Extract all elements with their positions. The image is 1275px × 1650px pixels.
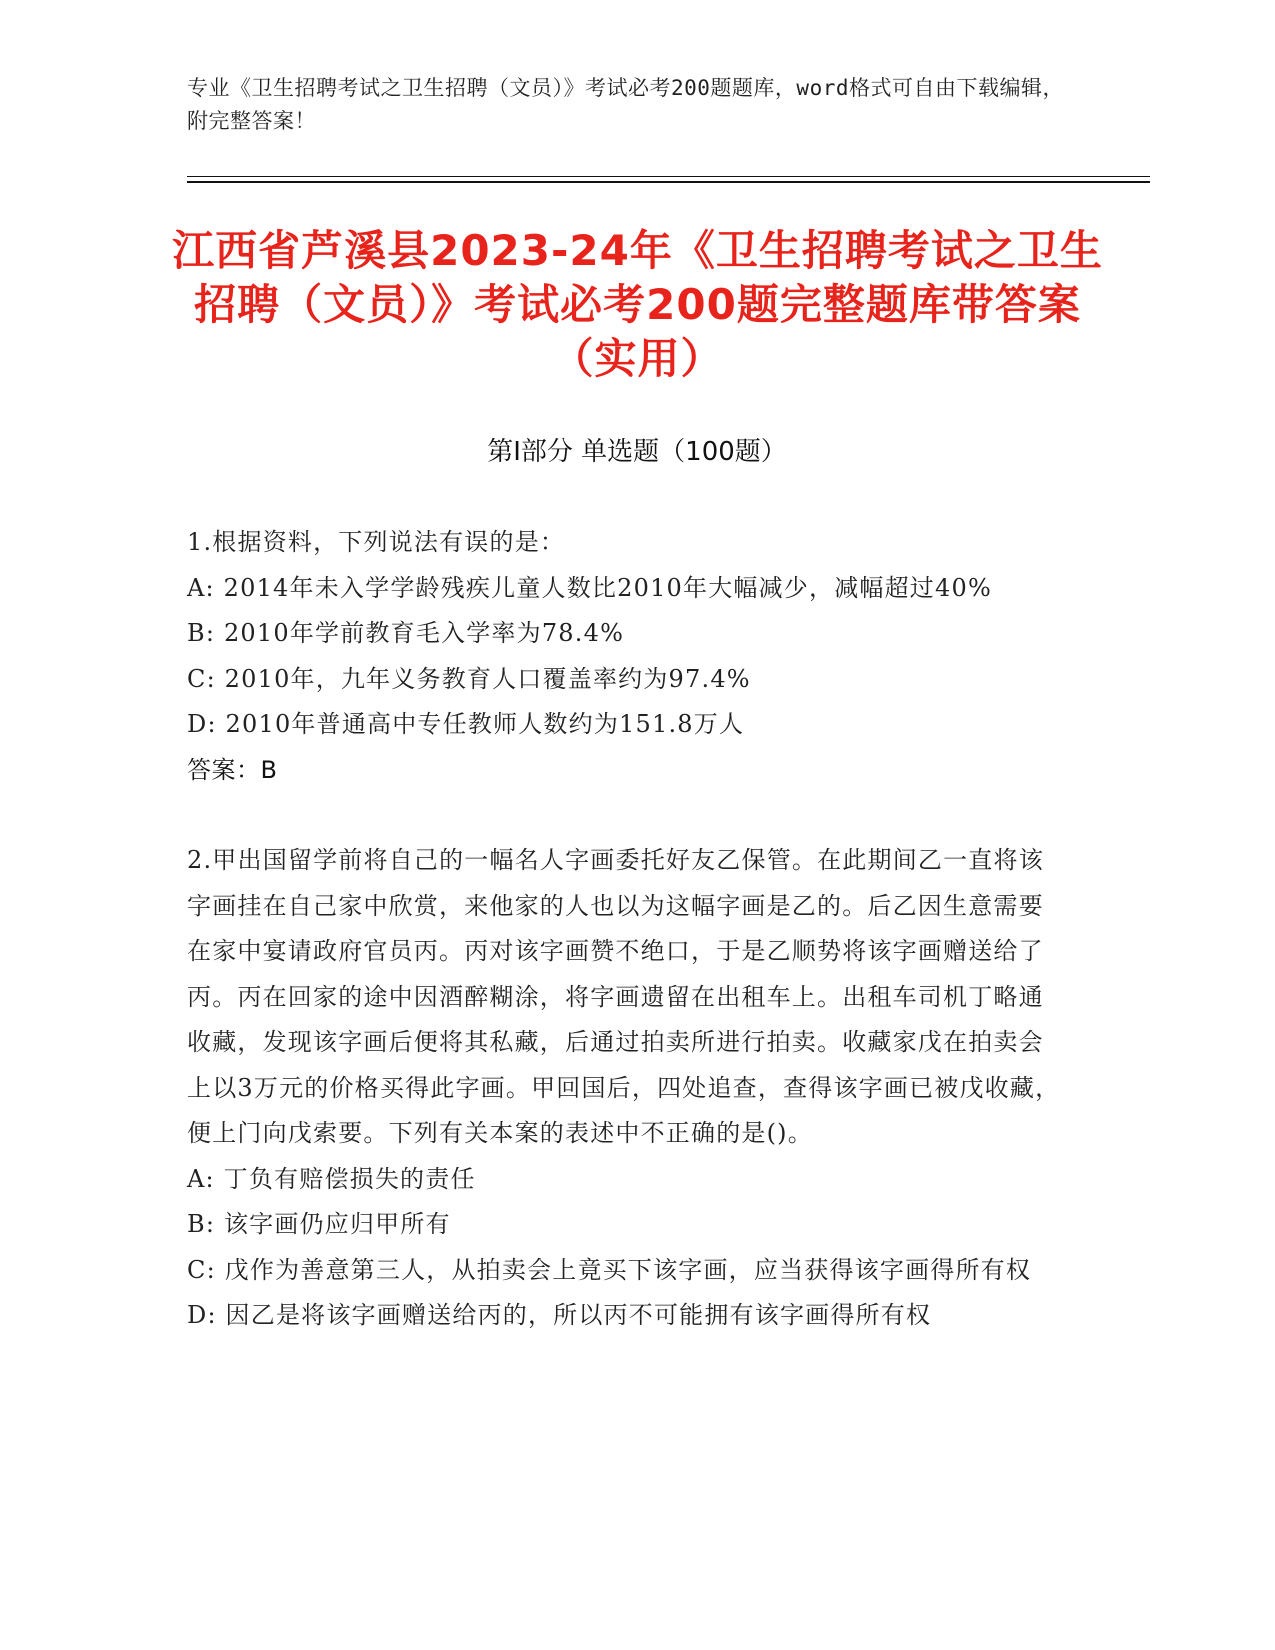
header-divider-thick — [187, 181, 1150, 183]
option-d: D: 因乙是将该字画赠送给丙的，所以丙不可能拥有该字画得所有权 — [187, 1301, 932, 1329]
option-a: A: 丁负有赔偿损失的责任 — [187, 1164, 476, 1193]
question-list — [187, 520, 1067, 1339]
option-d: D: 2010年普通高中专任教师人数约为151.8万人 — [187, 710, 745, 738]
section-heading: 第Ⅰ部分 单选题（100题） — [487, 437, 787, 467]
question-stem: 1.根据资料，下列说法有误的是： — [187, 528, 566, 556]
document-title: 江西省芦溪县2023-24年《卫生招聘考试之卫生招聘（文员）》考试必考200题完整题库带答案（实用） — [172, 226, 1103, 383]
question-stem: 2.甲出国留学前将自己的一幅名人字画委托好友乙保管。在此期间乙一直将该字画挂在自己家中欣赏，来他家的人也以为这幅字画是乙的。后乙因生意需要在家中宴请政府官员丙。丙对该字画赞不绝口，于是乙顺势将该字画赠送给了丙。丙在回家的途中因酒醉糊涂，将字画遗留在出租车上。出租车司机丁略通收藏，发现该字画后便将其私藏，后通过拍卖所进行拍卖。收藏家戊在拍卖会上以3万元的价格买得此字画。甲回国后，四处追查，查得该字画已被戊收藏，便上门向戊索要。下列有关本案的表述中不正确的是()。 — [187, 846, 1061, 1147]
question-item — [187, 520, 1067, 793]
option-b: B: 2010年学前教育毛入学率为78.4% — [187, 619, 625, 647]
option-a: A: 2014年未入学学龄残疾儿童人数比2010年大幅减少，减幅超过40% — [187, 573, 992, 602]
question-spacer — [187, 793, 1067, 838]
option-c: C: 戊作为善意第三人，从拍卖会上竟买下该字画，应当获得该字画得所有权 — [187, 1255, 1032, 1284]
question-item — [187, 838, 1067, 1339]
answer-line: 答案：B — [187, 755, 278, 784]
option-c: C: 2010年，九年义务教育人口覆盖率约为97.4% — [187, 664, 751, 693]
header-divider-thin — [187, 176, 1150, 177]
option-b: B: 该字画仍应归甲所有 — [187, 1210, 451, 1238]
header-note: 专业《卫生招聘考试之卫生招聘（文员）》考试必考200题题库，word格式可自由下载编辑，附完整答案！ — [187, 76, 1064, 133]
